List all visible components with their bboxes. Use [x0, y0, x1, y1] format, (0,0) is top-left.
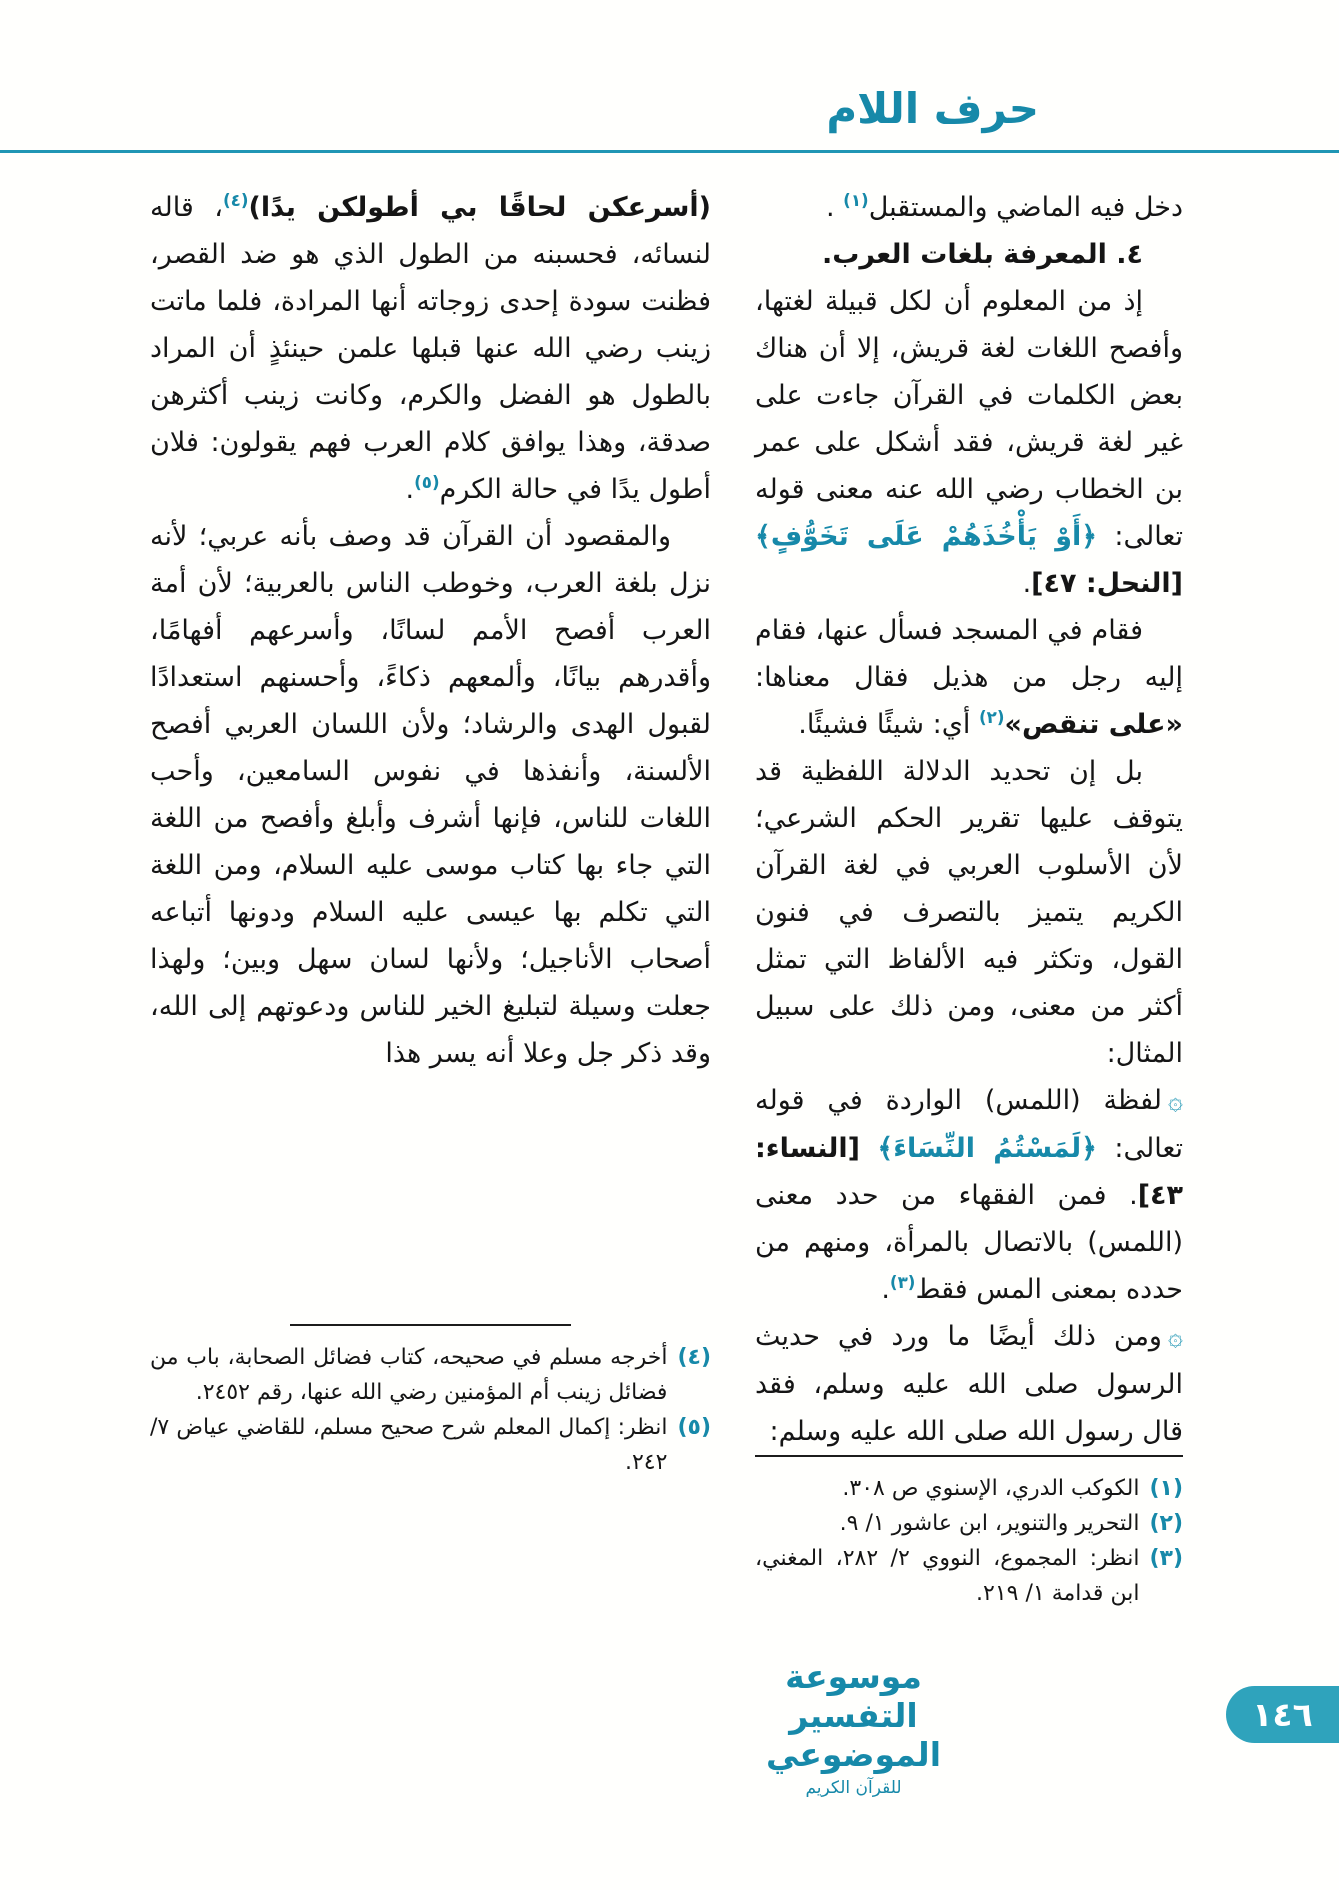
footnote-marker: (٢) — [978, 707, 1005, 727]
paragraph — [755, 607, 1183, 748]
publisher-logo — [746, 1657, 961, 1798]
text-segment: إذ من المعلوم أن لكل قبيلة لغتها، وأفصح اللغات لغة قريش، إلا أن هناك بعض الكلمات في القرآن جاءت على غير لغة قريش، فقد أشكل على عمر بن الخطاب رضي الله عنه معنى قوله تعالى: — [755, 286, 1183, 552]
left-footnote-list — [150, 1340, 711, 1480]
left-footnotes — [150, 1324, 711, 1480]
footnote-number: (٢) — [1149, 1511, 1183, 1536]
footnote-number: (٥) — [677, 1415, 711, 1440]
footnote-number: (١) — [1149, 1476, 1183, 1501]
footnote-number: (٤) — [677, 1345, 711, 1370]
verse-reference: [النساء: ٤٣] — [755, 1133, 1183, 1211]
text-segment: فقام في المسجد فسأل عنها، فقام إليه رجل من هذيل فقال معناها: — [755, 615, 1183, 693]
paragraph — [150, 513, 711, 1077]
text-segment: أي: شيئًا فشيئًا. — [798, 709, 979, 740]
emphasized-text: ٤. المعرفة بلغات العرب. — [821, 239, 1143, 270]
footnote-text: التحرير والتنوير، ابن عاشور ١/ ٩. — [839, 1511, 1140, 1536]
footnote-text: الكوكب الدري، الإسنوي ص ٣٠٨. — [842, 1476, 1140, 1501]
publisher-logo-subtitle: للقرآن الكريم — [805, 1778, 902, 1798]
text-segment: . — [881, 1274, 890, 1305]
text-segment: . — [1022, 568, 1032, 599]
right-footnote-list — [755, 1471, 1183, 1611]
text-segment — [860, 1133, 877, 1164]
quran-verse: ﴿أَوْ يَأْخُذَهُمْ عَلَى تَخَوُّفٍ﴾ — [755, 521, 1098, 552]
footnote-text: انظر: المجموع، النووي ٢/ ٢٨٢، المغني، ابن قدامة ١/ ٢١٩. — [755, 1546, 1140, 1606]
right-column — [755, 184, 1183, 1606]
text-segment: ومن ذلك أيضًا ما ورد في حديث الرسول صلى الله عليه وسلم، فقد قال رسول الله صلى الله عليه وسلم: — [755, 1321, 1183, 1447]
emphasized-text: «على تنقص» — [1004, 709, 1183, 740]
footnote-text: انظر: إكمال المعلم شرح صحيح مسلم، للقاضي عياض ٧/ ٢٤٢. — [150, 1415, 668, 1475]
right-footnotes — [755, 1455, 1183, 1611]
text-segment: . — [405, 474, 415, 505]
text-segment: ، قاله لنسائه، فحسبنه من الطول الذي هو ضد القصر، فظنت سودة إحدى زوجاته أنها المرادة، فلما ماتت زينب رضي الله عنها قبلها علمن حينئذٍ أن المراد بالطول هو الفضل والكرم، وكانت زينب أكثرهن صدقة، وهذا يوافق كلام العرب فهم يقولون: فلان أطول يدًا في حالة الكرم — [150, 192, 711, 505]
footnote-separator-rule — [755, 1455, 1183, 1457]
paragraph — [150, 184, 711, 513]
paragraph — [755, 231, 1183, 278]
emphasized-text: (أسرعكن لحاقًا بي أطولكن يدًا) — [248, 192, 711, 223]
left-column-text — [150, 184, 711, 1077]
chapter-title: حرف اللام — [826, 84, 1039, 133]
header-rule — [0, 150, 1339, 153]
page-number-badge: ١٤٦ — [1226, 1686, 1339, 1743]
text-segment: دخل فيه الماضي والمستقبل — [868, 192, 1183, 223]
footnote-number: (٣) — [1149, 1546, 1183, 1571]
right-column-text — [755, 184, 1183, 1455]
paragraph — [755, 184, 1183, 231]
footnote — [755, 1471, 1183, 1506]
left-column — [150, 184, 711, 1480]
text-segment: والمقصود أن القرآن قد وصف بأنه عربي؛ لأنه نزل بلغة العرب، وخوطب الناس بالعربية؛ لأن أمة العرب أفصح الأمم لسانًا، وأسرعهم أفهامًا، وأقدرهم بيانًا، وألمعهم ذكاءً، وأحسنهم استعدادًا لقبول الهدى والرشاد؛ ولأن اللسان العربي أفصح الألسنة، وأنفذها في نفوس السامعين، وأحب اللغات للناس، فإنها أشرف وأبلغ وأفصح من اللغة التي جاء بها كتاب موسى عليه السلام، ومن اللغة التي تكلم بها عيسى عليه السلام ودونها أتباعه أصحاب الأناجيل؛ ولأنها لسان سهل وبين؛ ولهذا جعلت وسيلة لتبليغ الخير للناس ودعوتهم إلى الله، وقد ذكر جل وعلا أنه يسر هذا — [150, 521, 711, 1069]
footnote-marker: (٥) — [414, 472, 440, 492]
bulleted-paragraph — [755, 1077, 1183, 1313]
rub-el-hizb-icon: ۞ — [1167, 1322, 1183, 1352]
footnote — [755, 1506, 1183, 1541]
footnote-text: أخرجه مسلم في صحيحه، كتاب فضائل الصحابة، باب من فضائل زينب أم المؤمنين رضي الله عنها، رقم ٢٤٥٢. — [150, 1345, 668, 1405]
quran-verse: ﴿لَمَسْتُمُ النِّسَاءَ﴾ — [877, 1133, 1097, 1164]
text-segment: . فمن الفقهاء من حدد معنى (اللمس) بالاتصال بالمرأة، ومنهم من حدده بمعنى المس فقط — [755, 1180, 1183, 1305]
paragraph — [755, 748, 1183, 1077]
text-segment: . — [826, 192, 844, 223]
bulleted-paragraph — [755, 1313, 1183, 1455]
rub-el-hizb-icon: ۞ — [1167, 1086, 1183, 1116]
paragraph — [755, 278, 1183, 607]
text-segment: لفظة (اللمس) الواردة في قوله تعالى: — [755, 1085, 1183, 1164]
text-segment: بل إن تحديد الدلالة اللفظية قد يتوقف عليها تقرير الحكم الشرعي؛ لأن الأسلوب العربي في لغة القرآن الكريم يتميز بالتصرف في فنون القول، وتكثر فيه الألفاظ التي تمثل أكثر من معنى، ومن ذلك على سبيل المثال: — [755, 756, 1183, 1069]
footnote-marker: (٣) — [889, 1272, 916, 1292]
footnote — [755, 1541, 1183, 1611]
footnote-marker: (٤) — [222, 190, 249, 210]
footnote-separator-rule — [290, 1324, 571, 1326]
text-columns — [150, 184, 1183, 1606]
footnote — [150, 1340, 711, 1410]
footnote-marker: (١) — [843, 190, 869, 210]
footnote — [150, 1410, 711, 1480]
verse-reference: [النحل: ٤٧] — [1031, 568, 1183, 599]
publisher-logo-title: موسوعة التفسير الموضوعي — [765, 1657, 942, 1774]
